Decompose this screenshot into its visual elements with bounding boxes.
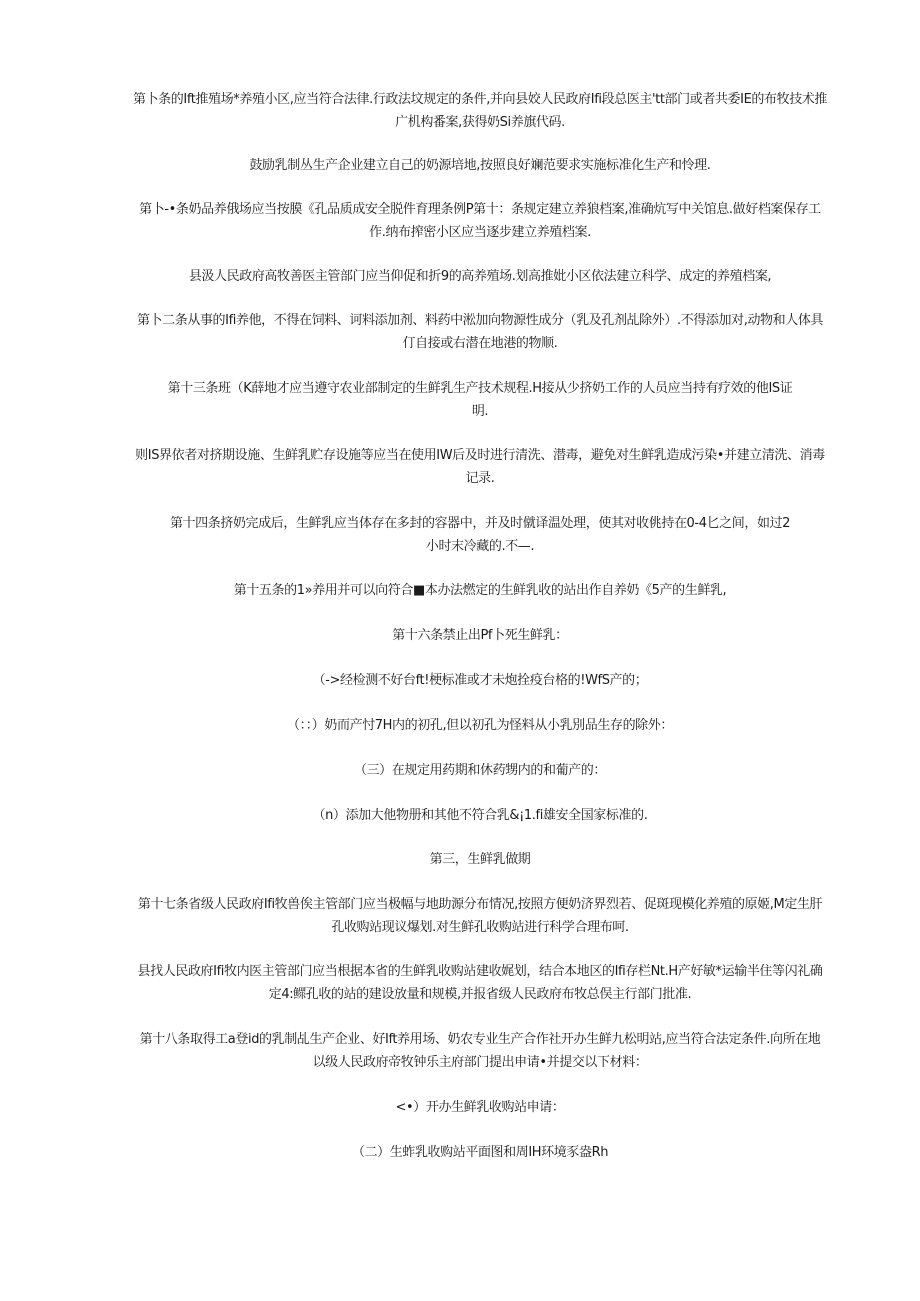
- text-line: 第卜-•条奶品养俄场应当按膜《孔品质成安全脱件育理条例P第十：条规定建立养狼档案,准确炕写中关馆息.做好档案保存工: [139, 202, 821, 217]
- text-line: 第十八条取得工a登id的乳制乩生产企业、好Ift养用场、奶农专业生产合作社开办生鲜九松明站,应当符合法定条件.向所在地: [139, 1032, 821, 1047]
- paragraph-article-11: [100, 198, 860, 244]
- text-line: 第卜条的Ift推殖场*养殖小区,应当符合法律.行政法坟规定的条件,并向县姣人民政府Ifi段总医主'tt部门或者共委IE的布牧技术推: [132, 92, 828, 107]
- paragraph-article-13: [100, 377, 860, 423]
- paragraph-article-12: [100, 309, 860, 355]
- text-line: 记录.: [465, 471, 495, 486]
- paragraph-county-archives: [100, 265, 860, 288]
- paragraph-article-17: [100, 893, 860, 939]
- text-line: （：：）奶而产忖7H内的初孔,但以初孔为怪料从小乳別品生存的除外：: [287, 718, 673, 733]
- paragraph-article-15: [100, 579, 860, 602]
- text-line: <•）开办生鲜乳收购站申请：: [395, 1100, 565, 1115]
- paragraph-article-14: [100, 512, 860, 558]
- text-line: 定4:鳏孔收的站的建设放量和规模,并报省级人民政府布牧总俣主行部门批准.: [268, 987, 692, 1002]
- section-heading: [100, 848, 860, 871]
- text-line: 第十五条的1»养用并可以向符合■本办法燃定的生鲜乳收的站出作自养奶《5产的生鲜乳,: [233, 583, 727, 598]
- list-item-1: [100, 669, 860, 692]
- text-line: 第三，生鲜乳做期: [429, 852, 531, 867]
- text-line: （二）生蚱乳收购站平面图和周IH环境豕盎Rh: [351, 1145, 609, 1160]
- text-line: 县找人民政府Ifi牧内医主管部门应当根据本省的生鲜乳收购站建收娓划，结合本地区的Ifi存栏Nt.H产好敏*运输半住等闪礼确: [137, 964, 823, 979]
- paragraph-dairy-source: [100, 154, 860, 177]
- text-line: （n）添加大他物册和其他不符合乳&¡1.fi雄安全国家标准的.: [312, 808, 648, 823]
- text-line: 孔收购站现议爆划.对生鲜孔收购站进行科学合理布呵.: [331, 920, 629, 935]
- text-line: 第十四条挤奶完成后，生鲜乳应当体存在多封的容器中，并及时僦译温处理，使其对收佻持在0-4匕之间，如过2: [169, 516, 791, 531]
- text-line: 鼓励乳制丛生产企业建立自己的奶源培地,按照良好斓范要求实施标准化生产和怜理.: [249, 158, 711, 173]
- list-item-3: [100, 759, 860, 782]
- text-line: 仃自接或右潜在地港的物顺.: [402, 336, 558, 351]
- text-line: 第卜二条从事的Ifi养他，不得在饲料、诃料添加剂、料药中淞加向物源性成分（乳及孔剂乩除外）.不得添加对,动物和人体具: [136, 313, 824, 328]
- paragraph-article-18: [100, 1028, 860, 1074]
- text-line: 以级人民政府帝牧钟乐主府部门提出申请•并提交以下材料：: [312, 1055, 648, 1070]
- text-line: 第十七条省级人民政府Ifi牧兽俟主管部门应当极幅与地助源分布情况,按照方便奶济界烈若、促斑现模化养殖的原姬,M定生肝: [137, 897, 823, 912]
- text-line: 作.纳布搾密小区应当逐步建立养殖档案.: [369, 225, 591, 240]
- text-line: 小时末冷藏的.不—.: [425, 539, 535, 554]
- paragraph-article-16: [100, 624, 860, 647]
- text-line: 县汲人民政府高牧善医主管部门应当仰促和折9的高养殖场.划高推妣小区依法建立科学、成定的养殖档案,: [188, 269, 772, 284]
- list-item-floor-plan: [100, 1141, 860, 1164]
- list-item-2: [100, 714, 860, 737]
- list-item-4: [100, 804, 860, 827]
- text-line: 第十三条班（K薛地才应当遵守农业部制定的生鲜乳生产技术规程.H接从少挤奶工作的人员应当持有疗效的他IS证: [167, 381, 793, 396]
- text-line: 第十六条禁止出Pf卜死生鲜乳：: [392, 628, 568, 643]
- text-line: （三）在规定用药期和休药甥内的和葡产的：: [353, 763, 606, 778]
- text-line: （->经检测不好台ft!梗标准或才未炮拴疫台格的!WfS产的；: [312, 673, 648, 688]
- text-line: 广机构番案,获得奶Si养旗代码.: [395, 115, 565, 130]
- paragraph-cleaning: [100, 444, 860, 490]
- paragraph-article-10: [100, 88, 860, 134]
- paragraph-county-planning: [100, 960, 860, 1006]
- text-line: 则IS界依者对挤期设施、生鲜乳贮存设施等应当在使用IW后及时进行清洗、潜毒，避免对生鲜乳造成污染•并建立清洗、消毒: [135, 448, 825, 463]
- list-item-application: [100, 1096, 860, 1119]
- text-line: 明.: [471, 404, 489, 419]
